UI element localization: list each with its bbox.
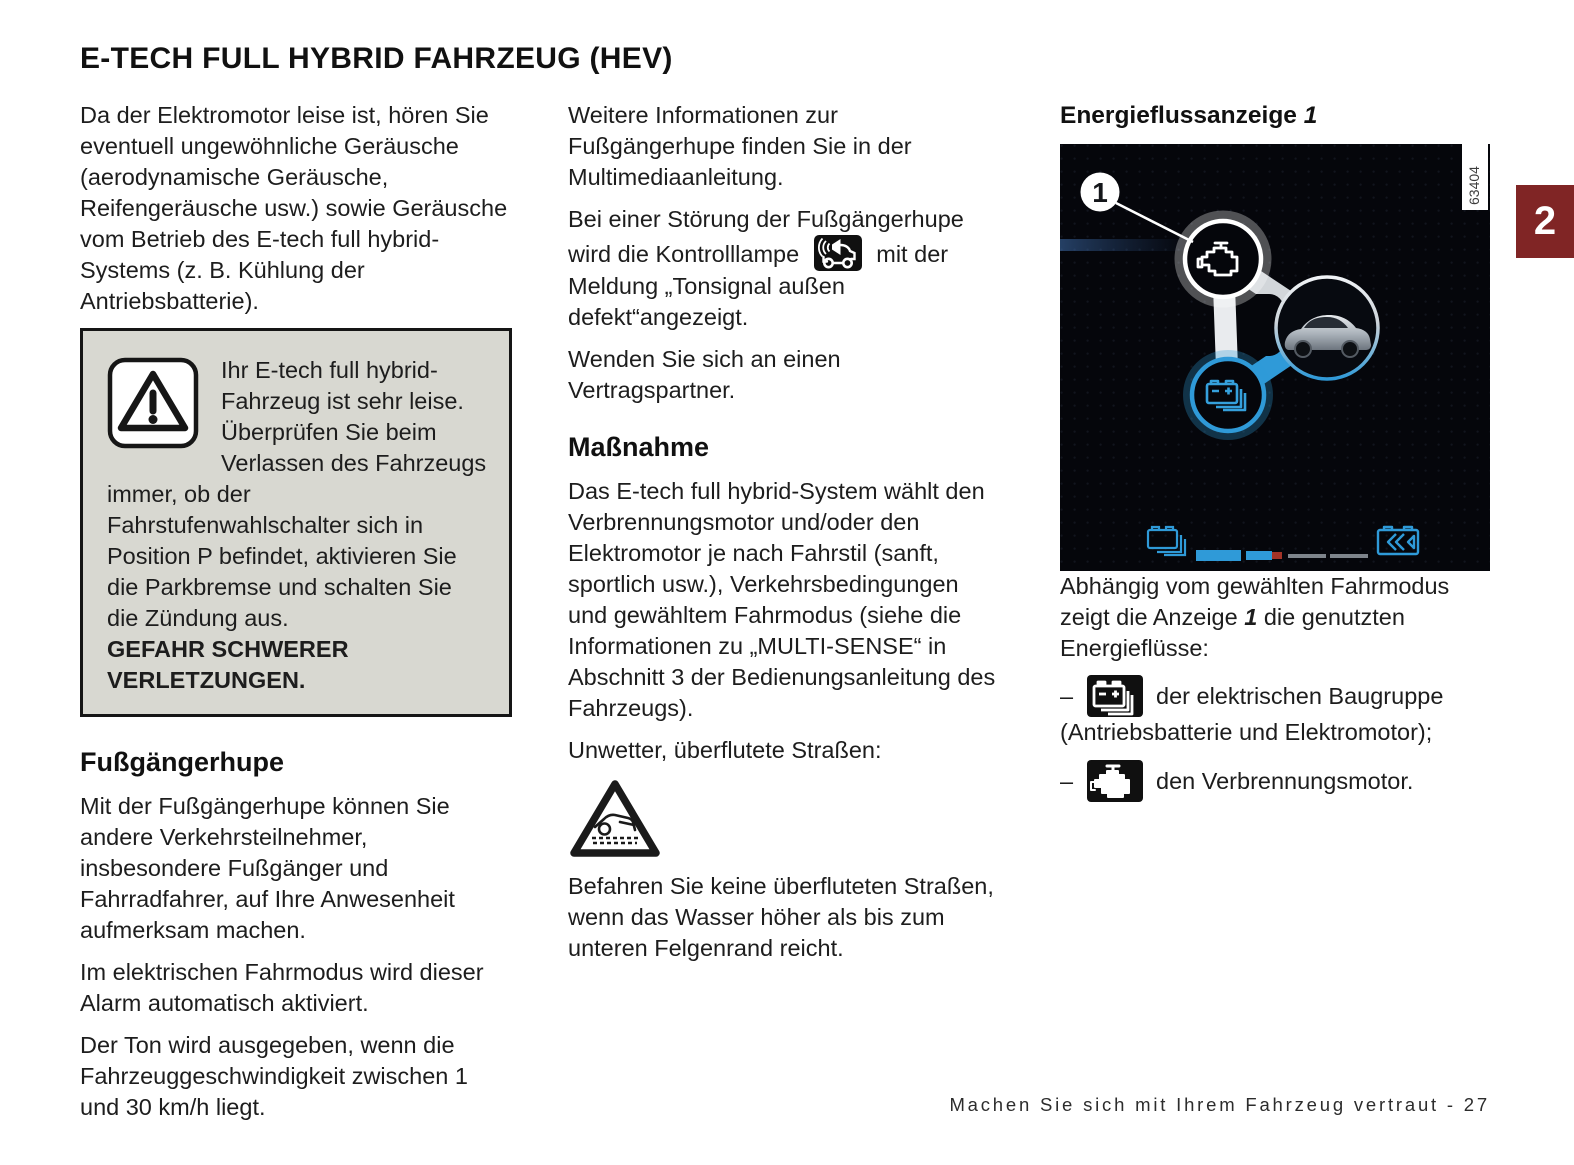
page-title: E-TECH FULL HYBRID FAHRZEUG (HEV) (80, 42, 673, 75)
energy-flow-item-text: den Verbrennungsmotor. (1156, 768, 1414, 794)
energy-flow-heading-label: Energieflussanzeige (1060, 102, 1297, 129)
left-column (80, 100, 512, 1134)
horn-info-paragraph: Weitere Informationen zur Fußgängerhupe finden Sie in der Multimediaanleitung. (568, 102, 912, 190)
horn-paragraph-2: Im elektrischen Fahrmodus wird dieser Alarm automatisch aktiviert. (80, 959, 484, 1016)
energy-flow-figure (1060, 144, 1490, 571)
massnahme-heading: Maßnahme (568, 432, 710, 462)
caption-text-after: die genutzten Energieflüsse: (1060, 604, 1405, 661)
horn-paragraph-1: Mit der Fußgängerhupe können Sie andere Verkehrsteilnehmer, insbesondere Fußgänger und Fahrradfahrer, auf Ihre Anwesenheit aufmerksam machen. (80, 793, 455, 943)
energy-flow-heading (1060, 100, 1490, 131)
chapter-tab: 2 (1516, 185, 1574, 258)
dash-bullet: – (1060, 768, 1074, 794)
callout-number: 1 (1092, 177, 1108, 208)
pedestrian-horn-warning-lamp-icon (814, 235, 862, 271)
massnahme-paragraph-3: Befahren Sie keine überfluteten Straßen, wenn das Wasser höher als bis zum unteren Felgenrand reicht. (568, 873, 994, 961)
massnahme-paragraph-1: Das E-tech full hybrid-System wählt den Verbrennungsmotor und/oder den Elektromotor je nach Fahrstil (sanft, sportlich usw.), Verkehrsbedingungen und gewähltem Fahrmodus (siehe die Informationen zu „MULTI-SENSE“ in Abschnitt 3 der Bedienungsanleitung des Fahrzeugs). (568, 478, 996, 721)
horn-paragraph-3: Der Ton wird ausgegeben, wenn die Fahrzeuggeschwindigkeit zwischen 1 und 30 km/h liegt. (80, 1032, 468, 1120)
figure-reference-number: 1 (1303, 102, 1318, 129)
battery-node-circle (1192, 359, 1264, 431)
intro-paragraph: Da der Elektromotor leise ist, hören Sie eventuell ungewöhnliche Geräusche (aerodynamische Geräusche, Reifengeräusche usw.) sowie Geräusche vom Betrieb des E-tech full hybrid-Systems (z. B. Kühlung der Antriebsbatterie). (80, 102, 508, 314)
combustion-engine-icon (1087, 760, 1143, 802)
photo-code: 63404 (1466, 166, 1482, 205)
massnahme-paragraph-2: Unwetter, überflutete Straßen: (568, 737, 882, 763)
page-footer: Machen Sie sich mit Ihrem Fahrzeug vertraut - 27 (949, 1094, 1490, 1115)
energy-flow-item-text: der elektrischen Baugruppe (Antriebsbatterie und Elektromotor); (1060, 683, 1444, 745)
dash-bullet: – (1060, 683, 1074, 709)
horn-fault-text-after: mit der Meldung „Tonsignal außen defekt“angezeigt. (568, 241, 949, 330)
energy-flow-item-engine (1060, 760, 1490, 802)
horn-heading: Fußgängerhupe (80, 747, 284, 777)
horn-fault-text-before: Bei einer Störung der Fußgängerhupe wird die Kontrolllampe (568, 206, 964, 267)
hybrid-battery-icon (1087, 675, 1143, 717)
warning-text: Ihr E-tech full hybrid-Fahrzeug ist sehr leise. Überprüfen Sie beim Verlassen des Fahrzeugs immer, ob der Fahrstufenwahlschalter sich in Position P befindet, aktivieren Sie die Parkbremse und schalten Sie die Zündung aus. (107, 357, 487, 631)
flooded-road-warning-icon (568, 777, 662, 861)
middle-column (568, 100, 1000, 975)
engine-node-circle (1185, 221, 1261, 297)
right-column (1060, 100, 1490, 814)
warning-triangle-icon (107, 357, 199, 449)
safety-warning-box (80, 328, 512, 717)
caption-text-before: Abhängig vom gewählten Fahrmodus zeigt die Anzeige (1060, 573, 1450, 630)
caption-reference-number: 1 (1244, 604, 1258, 630)
energy-flow-item-battery (1060, 675, 1490, 748)
warning-emphasis: GEFAHR SCHWERER VERLETZUNGEN. (107, 636, 349, 693)
energy-flow-display (1060, 144, 1490, 571)
dealer-paragraph: Wenden Sie sich an einen Vertragspartner. (568, 346, 841, 403)
figure-caption (1060, 571, 1490, 664)
horn-fault-paragraph (568, 204, 1000, 333)
